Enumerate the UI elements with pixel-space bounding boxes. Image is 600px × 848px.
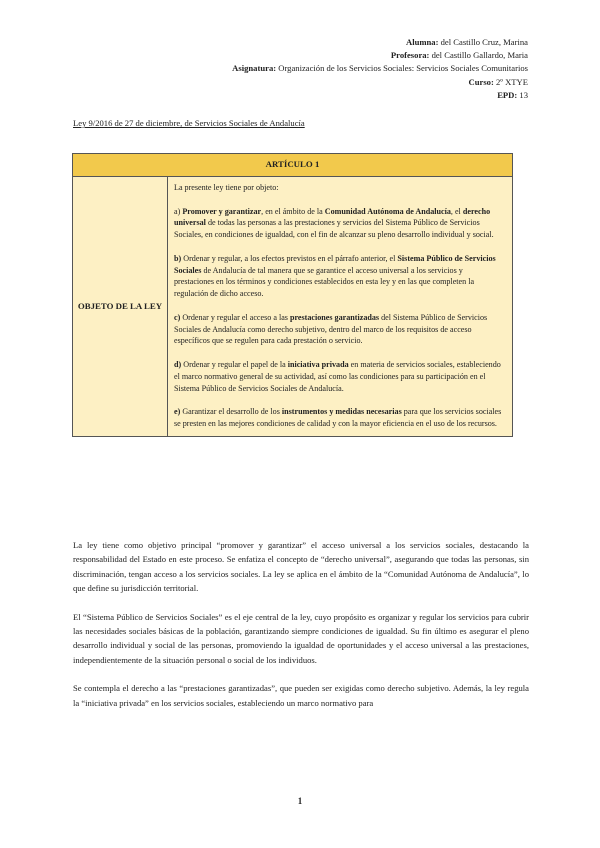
text-run: , en el ámbito de la [261, 206, 325, 216]
bold-run: Sistema Público de Servicios Sociales [174, 253, 496, 275]
body-text [73, 538, 529, 724]
text-run: Ordenar y regular, a los efectos previstos en el párrafo anterior, el [181, 253, 398, 263]
article-heading: ARTÍCULO 1 [73, 154, 513, 177]
article-row-label: OBJETO DE LA LEY [73, 177, 168, 437]
document-header [232, 36, 528, 102]
article-item [174, 253, 504, 300]
header-line-subject: Asignatura: Organización de los Servicios Sociales: Servicios Sociales Comunitarios [232, 63, 528, 74]
bold-run: iniciativa privada [287, 359, 349, 369]
article-item [174, 359, 504, 394]
header-line-epd: EPD: 13 [497, 89, 528, 100]
body-paragraph: El “Sistema Público de Servicios Sociales” es el eje central de la ley, cuyo propósito es organizar y regular los servicios para cubrir las necesidades sociales básicas de la población, garantizando siempre condiciones de igualdad. Su fin último es asegurar el pleno desarrollo individual y social de las personas, promoviendo la igualdad de oportunidades y el acceso universal a las prestaciones, independientemente de la situación personal o social de los individuos. [73, 611, 529, 665]
bold-run: instrumentos y medidas necesarias [281, 407, 402, 417]
body-paragraph: La ley tiene como objetivo principal “promover y garantizar” el acceso universal a los servicios sociales, destacando la responsabilidad del Estado en este proceso. Se enfatiza el concepto de “derecho universal”, asegurando que todas las personas, sin discriminación, tengan acceso a los servicios sociales. La ley se aplica en el ámbito de la “Comunidad Autónoma de Andalucía”, lo que define su jurisdicción territorial. [73, 540, 529, 594]
article-item [174, 312, 504, 347]
text-run: Ordenar y regular el papel de la [181, 359, 288, 369]
bold-run: Comunidad Autónoma de Andalucía [324, 206, 451, 216]
bold-run: c) [174, 312, 181, 322]
text-run: para que los servicios sociales se presten en las mejores condiciones de calidad y con la mayor eficiencia en el uso de los recursos. [174, 407, 502, 428]
article-item [174, 406, 504, 430]
article-intro: La presente ley tiene por objeto: [174, 183, 279, 192]
text-run: del Sistema Público de Servicios Sociales de Andalucía como derecho subjetivo, dentro del marco de los requisitos de acceso específicos que se regulen para cada prestación o servicio. [174, 312, 488, 346]
text-run: a) [174, 206, 183, 216]
header-line-course: Curso: 2º XTYE [468, 76, 528, 87]
bold-run: prestaciones garantizadas [289, 312, 380, 322]
header-line-teacher: Profesora: del Castillo Gallardo, Maria [390, 50, 528, 61]
text-run: Garantizar el desarrollo de los [180, 407, 282, 417]
article-item [174, 206, 504, 241]
header-line-student: Alumna: del Castillo Cruz, Marina [406, 37, 528, 47]
bold-run: d) [174, 359, 182, 369]
article-table [72, 153, 513, 437]
body-paragraph: Se contempla el derecho a las “prestaciones garantizadas”, que pueden ser exigidas como derecho subjetivo. Además, la ley regula la “iniciativa privada” en los servicios sociales, estableciendo un marco normativo para [73, 683, 529, 708]
article-content [168, 177, 513, 437]
bold-run: b) [174, 253, 182, 263]
text-run: en materia de servicios sociales, estableciendo el marco normativo general de su actividad, así como las condiciones para su participación en el Sistema Público de Servicios Sociales de Andalucía. [174, 359, 501, 393]
text-run: de todas las personas a las prestaciones y servicios del Sistema Público de Servicios Sociales, en condiciones de igualdad, con el fin de alcanzar su pleno desarrollo individual y social. [174, 218, 494, 240]
page-number: 1 [297, 796, 303, 806]
bold-run: e) [174, 407, 181, 417]
bold-run: Promover y garantizar [182, 206, 262, 216]
text-run: de Andalucía de tal manera que se garantice el acceso universal a los servicios y prestaciones en los términos y condiciones establecidos en esta ley y en las que completen la regulación de dicho acceso. [174, 265, 475, 299]
bold-run: derecho universal [174, 206, 491, 228]
law-title: Ley 9/2016 de 27 de diciembre, de Servicios Sociales de Andalucía [73, 118, 305, 128]
text-run: Ordenar y regular el acceso a las [180, 312, 290, 322]
text-run: , el [450, 206, 463, 216]
